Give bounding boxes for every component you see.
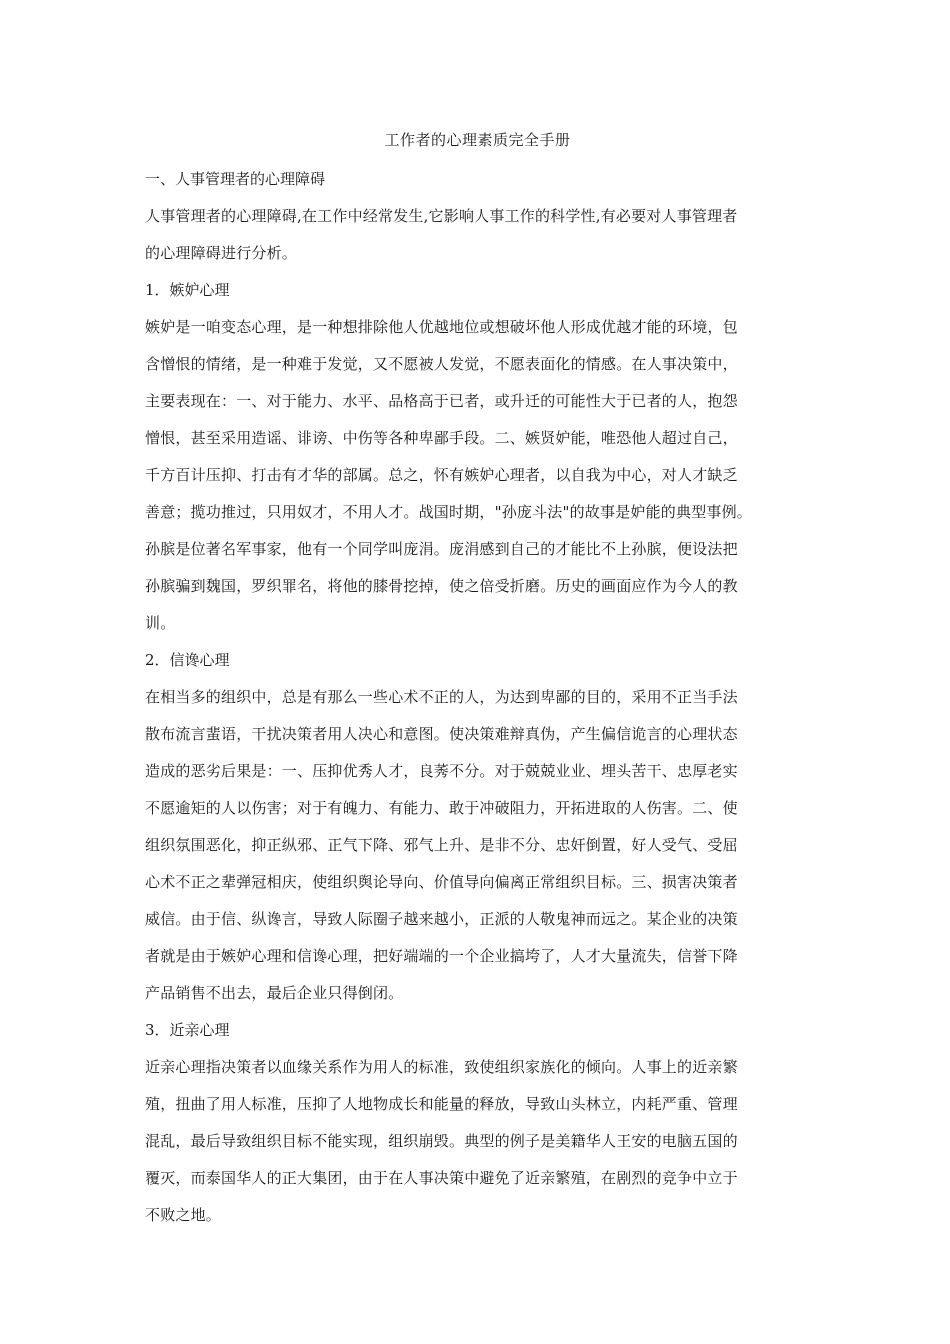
paragraph-line: 殖，扭曲了用人标准，压抑了人地物成长和能量的释放，导致山头林立，内耗严重、管理 [145, 1095, 738, 1113]
paragraph-line: 不败之地。 [145, 1206, 222, 1224]
paragraph-line: 心术不正之辈弹冠相庆，使组织舆论导向、价值导向偏离正常组织目标。三、损害决策者 [145, 873, 738, 891]
paragraph-line: 主要表现在：一、对于能力、水平、品格高于已者，或升迁的可能性大于已者的人，抱怨 [145, 392, 738, 410]
intro-paragraph [145, 198, 810, 272]
paragraph-line: 混乱，最后导致组织目标不能实现，组织崩毁。典型的例子是美籍华人王安的电脑五国的 [145, 1132, 738, 1150]
paragraph-line: 者就是由于嫉妒心理和信谗心理，把好端端的一个企业搞垮了，人才大量流失，信誉下降 [145, 947, 738, 965]
paragraph-line: 憎恨，甚至采用造谣、诽谤、中伤等各种卑鄙手段。二、嫉贤妒能，唯恐他人超过自己， [145, 429, 738, 447]
paragraph-line: 人事管理者的心理障碍,在工作中经常发生,它影响人事工作的科学性,有必要对人事管理者 [145, 207, 738, 225]
paragraph-line: 散布流言蜚语，干扰决策者用人决心和意图。使决策难辩真伪，产生偏信诡言的心理状态 [145, 725, 738, 743]
slander-paragraph [145, 679, 810, 1012]
paragraph-line: 嫉妒是一咱变态心理，是一种想排除他人优越地位或想破坏他人形成优越才能的环境，包 [145, 318, 738, 336]
nepotism-paragraph [145, 1049, 810, 1234]
paragraph-line: 千方百计压抑、打击有才华的部属。总之，怀有嫉妒心理者，以自我为中心，对人才缺乏 [145, 466, 738, 484]
subsection-heading-nepotism: 3．近亲心理 [145, 1021, 230, 1039]
paragraph-line: 孙膑骗到魏国，罗织罪名，将他的膝骨挖掉，使之倍受折磨。历史的画面应作为今人的教 [145, 577, 738, 595]
paragraph-line: 组织氛围恶化，抑正纵邪、正气下降、邪气上升、是非不分、忠奸倒置，好人受气、受屈 [145, 836, 738, 854]
document-title: 工作者的心理素质完全手册 [384, 131, 571, 149]
paragraph-line: 善意；揽功推过，只用奴才，不用人才。战国时期，"孙庞斗法"的故事是妒能的典型事例。 [145, 503, 753, 521]
section-heading-1: 一、人事管理者的心理障碍 [145, 170, 326, 188]
paragraph-line: 含憎恨的情绪，是一种难于发觉，又不愿被人发觉，不愿表面化的情感。在人事决策中， [145, 355, 738, 373]
paragraph-line: 在相当多的组织中，总是有那么一些心术不正的人，为达到卑鄙的目的，采用不正当手法 [145, 688, 738, 706]
paragraph-line: 孙膑是位著名军事家，他有一个同学叫庞涓。庞涓感到自己的才能比不上孙膑，便设法把 [145, 540, 738, 558]
paragraph-line: 产品销售不出去，最后企业只得倒闭。 [145, 984, 404, 1002]
document-page [145, 127, 810, 1234]
paragraph-line: 近亲心理指决策者以血缘关系作为用人的标准，致使组织家族化的倾向。人事上的近亲繁 [145, 1058, 738, 1076]
subsection-heading-slander: 2．信谗心理 [145, 651, 230, 669]
paragraph-line: 不愿逾矩的人以伤害；对于有魄力、有能力、敢于冲破阻力，开拓进取的人伤害。二、使 [145, 799, 738, 817]
paragraph-line: 造成的恶劣后果是：一、压抑优秀人才，良莠不分。对于兢兢业业、埋头苦干、忠厚老实 [145, 762, 738, 780]
paragraph-line: 训。 [145, 614, 176, 632]
paragraph-line: 覆灭，而泰国华人的正大集团，由于在人事决策中避免了近亲繁殖，在剧烈的竞争中立于 [145, 1169, 738, 1187]
subsection-heading-jealousy: 1．嫉妒心理 [145, 281, 230, 299]
jealousy-paragraph [145, 309, 810, 642]
paragraph-line: 的心理障碍进行分析。 [145, 244, 298, 262]
paragraph-line: 威信。由于信、纵谗言，导致人际圈子越来越小，正派的人敬鬼神而远之。某企业的决策 [145, 910, 738, 928]
